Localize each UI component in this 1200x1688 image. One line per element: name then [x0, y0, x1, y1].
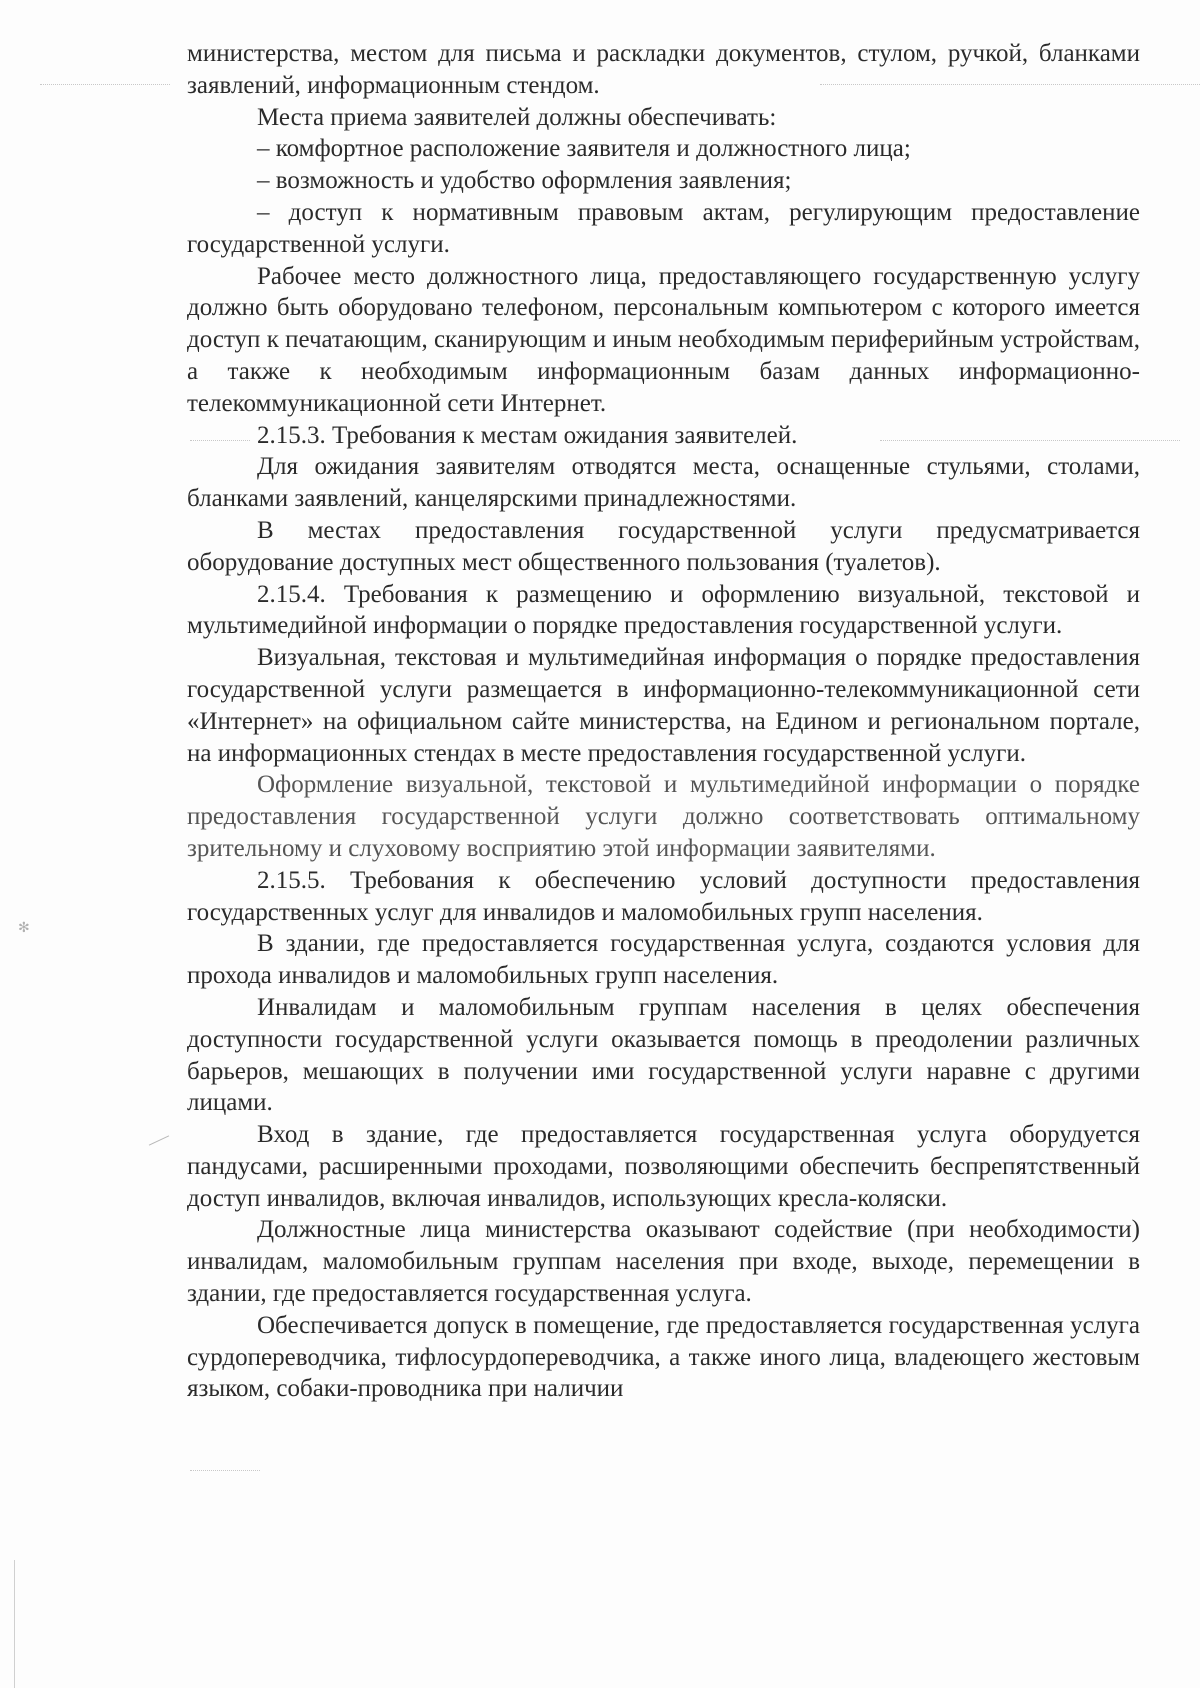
list-item: – доступ к нормативным правовым актам, регулирующим предоставление государственной услуги. [187, 198, 1140, 258]
paragraph: Должностные лица министерства оказывают содействие (при необходимости) инвалидам, маломобильным группам населения при входе, выходе, перемещении в здании, где предоставляется государственная услуга. [187, 1216, 1140, 1308]
paragraph: Обеспечивается допуск в помещение, где предоставляется государственная услуга сурдопереводчика, тифлосурдопереводчика, а также иного лица, владеющего жестовым языком, собаки-проводника при наличии [187, 1311, 1140, 1403]
paragraph: Визуальная, текстовая и мультимедийная информация о порядке предоставления государственной услуги размещается в информационно-телекоммуникационной сети «Интернет» на официальном сайте министерства, на Едином и региональном портале, на информационных стендах в месте предоставления государственной услуги. [187, 644, 1140, 767]
paragraph: министерства, местом для письма и раскладки документов, стулом, ручкой, бланками заявлений, информационным стендом. [187, 40, 1140, 99]
paragraph: Вход в здание, где предоставляется государственная услуга оборудуется пандусами, расширенными проходами, позволяющими обеспечить беспрепятственный доступ инвалидов, включая инвалидов, использующих кресла-коляски. [187, 1121, 1140, 1212]
scan-artifact-tick [149, 1135, 169, 1145]
list-item: – комфортное расположение заявителя и должностного лица; [257, 135, 911, 163]
paragraph: В здании, где предоставляется государственная услуга, создаются условия для прохода инвалидов и маломобильных групп населения. [187, 930, 1140, 990]
paragraph: Оформление визуальной, текстовой и мультимедийной информации о порядке предоставления государственной услуги должно соответствовать оптимальному зрительному и слуховому восприятию этой информации заявителями. [187, 771, 1140, 862]
paragraph: Для ожидания заявителям отводятся места, оснащенные стульями, столами, бланками заявлений, канцелярскими принадлежностями. [187, 453, 1140, 513]
document-body [187, 38, 1140, 1405]
list-item: – возможность и удобство оформления заявления; [257, 167, 792, 195]
paragraph: Рабочее место должностного лица, предоставляющего государственную услугу должно быть оборудовано телефоном, персональным компьютером с которого имеется доступ к печатающим, сканирующим и иным необходимым периферийным устройствам, а также к необходимым информационным базам данных информационно-телекоммуникационной сети Интернет. [187, 262, 1140, 417]
scan-artifact-mark: ✻ [18, 920, 30, 936]
scan-artifact-edge [14, 1560, 15, 1688]
section-heading: 2.15.5. Требования к обеспечению условий доступности предоставления государственных услуг для инвалидов и маломобильных групп населения. [187, 866, 1140, 926]
scan-artifact-line [40, 84, 170, 85]
paragraph: Места приема заявителей должны обеспечивать: [257, 103, 777, 131]
section-heading: 2.15.3. Требования к местам ожидания заявителей. [257, 421, 798, 449]
scan-artifact-line [190, 1470, 260, 1471]
section-heading: 2.15.4. Требования к размещению и оформлению визуальной, текстовой и мультимедийной информации о порядке предоставления государственной услуги. [187, 580, 1140, 640]
paragraph: В местах предоставления государственной услуги предусматривается оборудование доступных мест общественного пользования (туалетов). [187, 516, 1140, 576]
paragraph: Инвалидам и маломобильным группам населения в целях обеспечения доступности государственной услуги оказывается помощь в преодолении различных барьеров, мешающих в получении ими государственной услуги наравне с другими лицами. [187, 993, 1140, 1117]
